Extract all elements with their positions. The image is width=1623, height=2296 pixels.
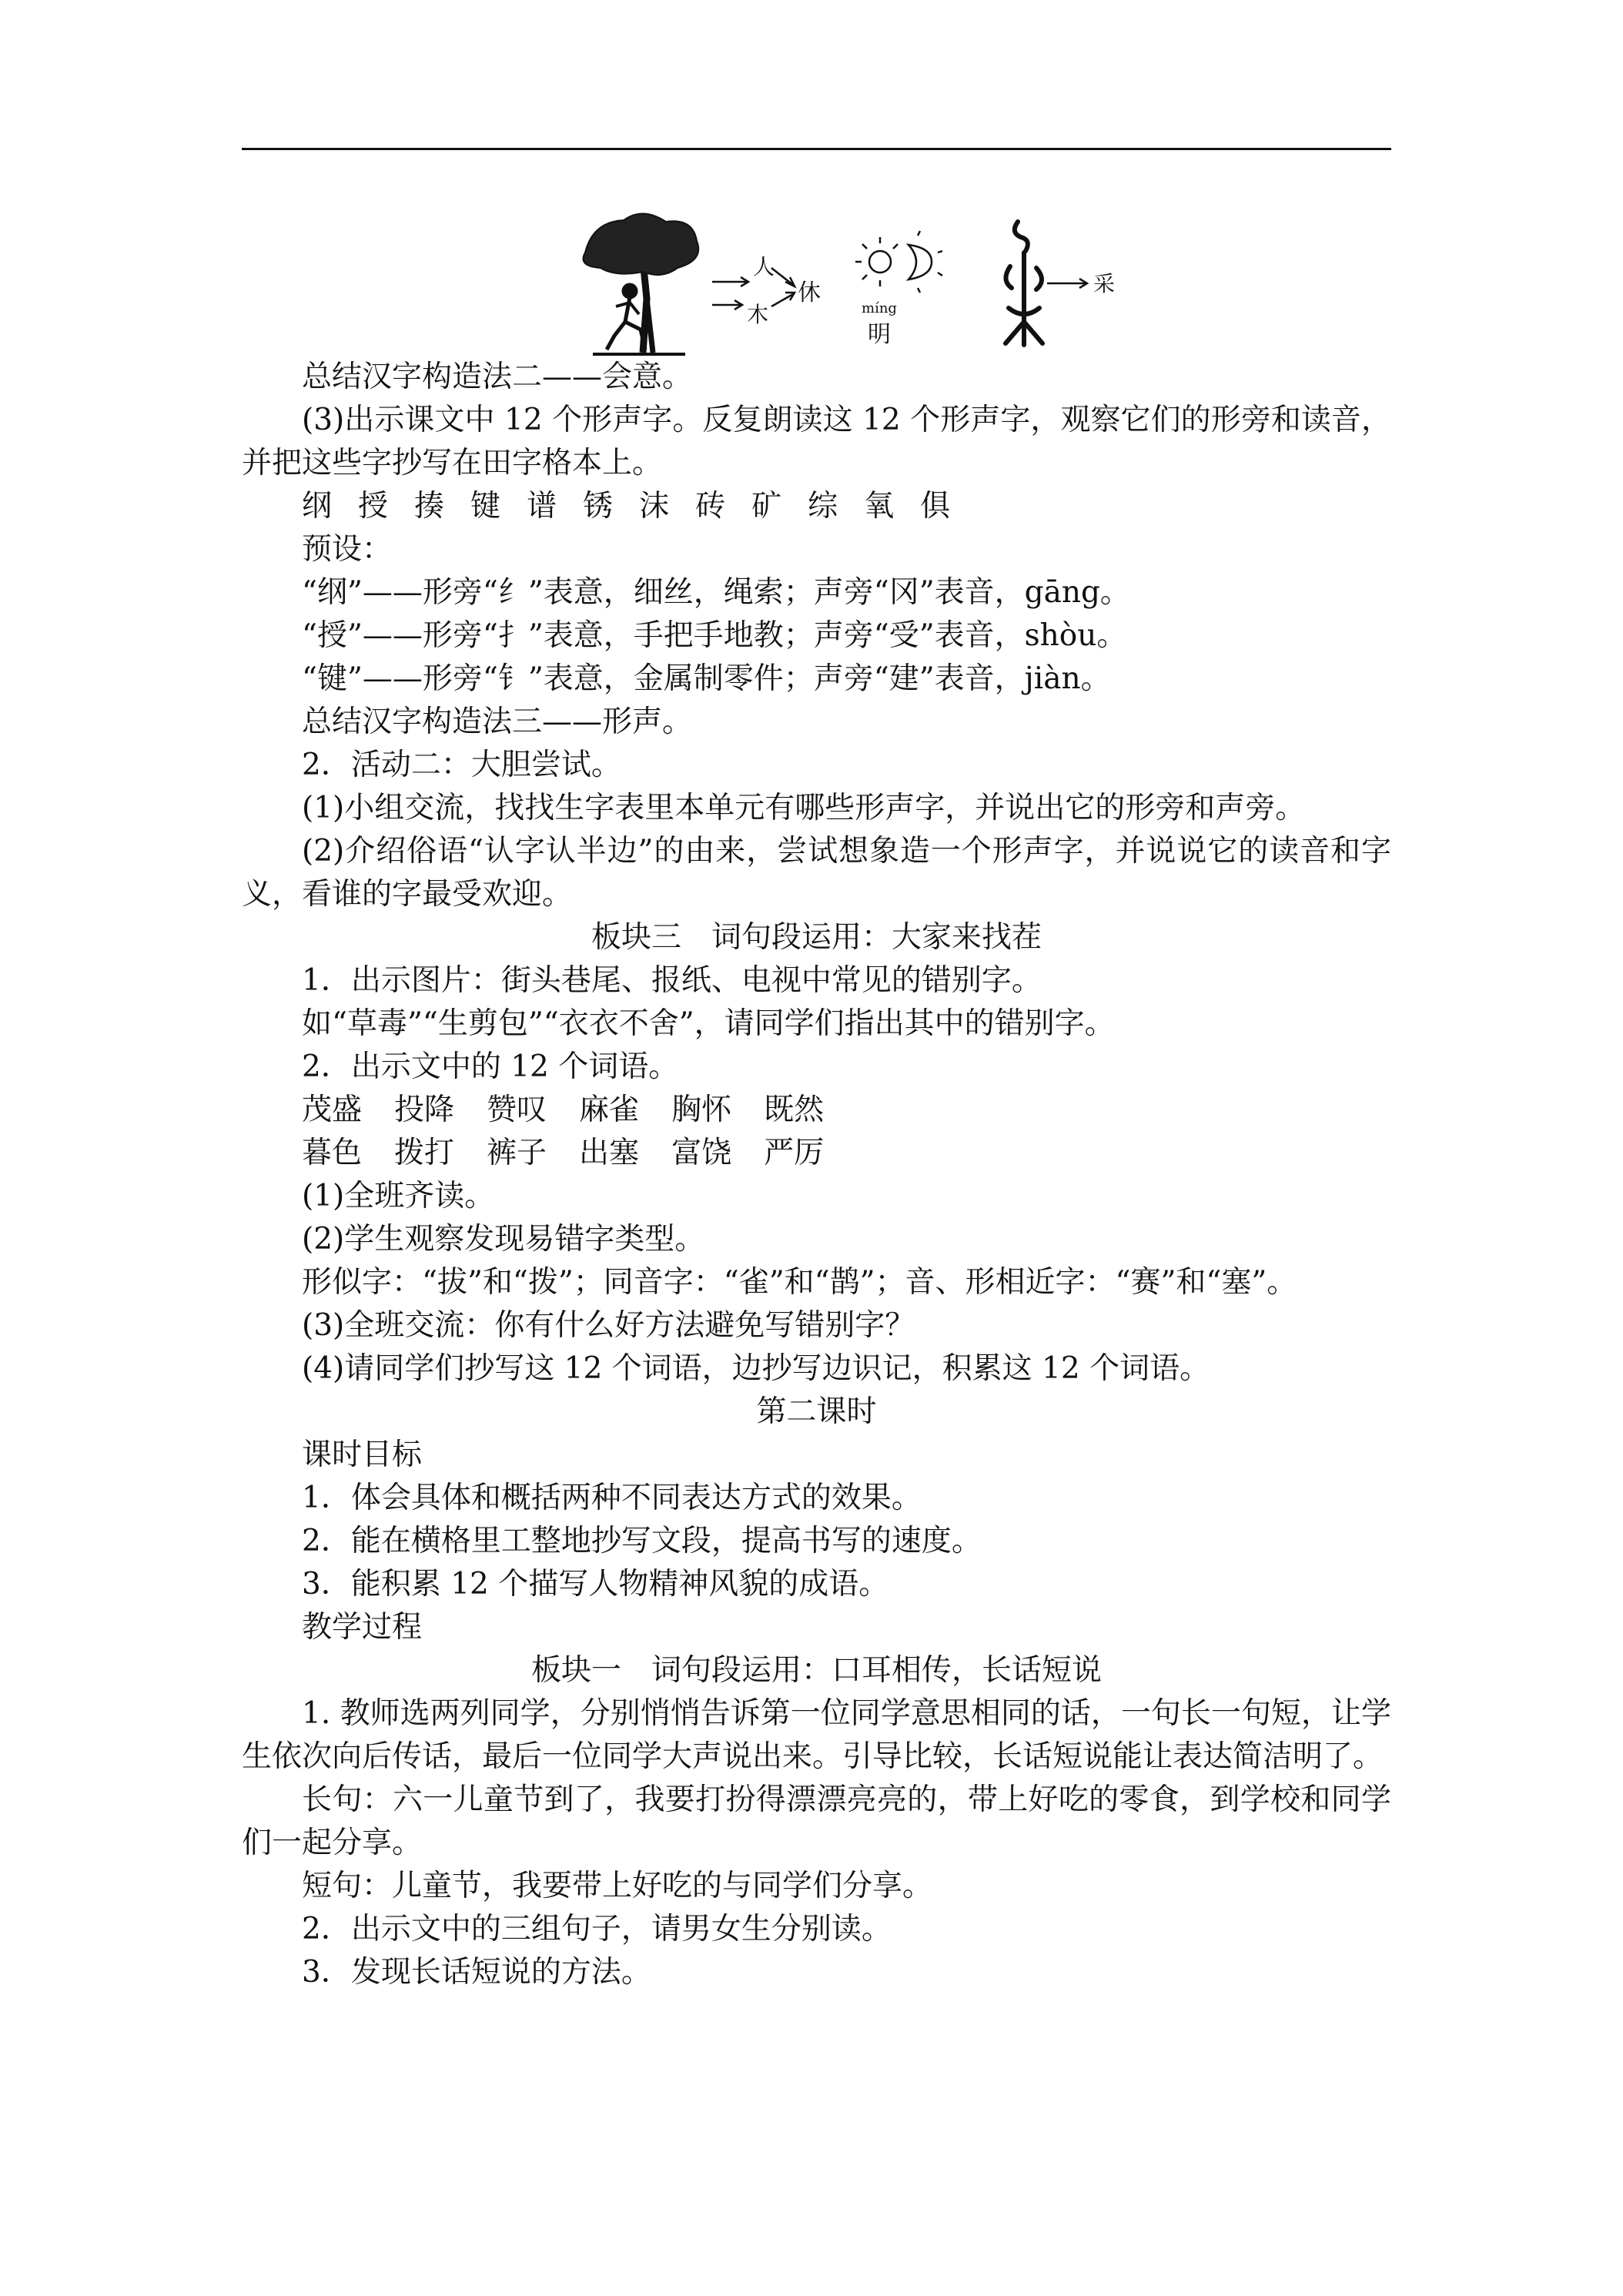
char-item: 锈	[583, 489, 614, 524]
section-heading-1: 板块一 词句段运用：口耳相传，长话短说	[530, 1653, 1102, 1688]
step-2-show-words: 2．出示文中的 12 个词语。	[302, 1049, 679, 1084]
example-shou: “授”——形旁“扌”表意，手把手地教；声旁“受”表音，shòu。	[302, 618, 1127, 653]
ming-char: 明	[868, 321, 891, 348]
char-item: 综	[808, 489, 838, 524]
word-item: 赞叹	[487, 1093, 547, 1127]
mu-char: 木	[747, 302, 769, 327]
example-gang: “纲”——形旁“纟”表意，细丝，绳索；声旁“冈”表音，gāng。	[302, 575, 1130, 610]
word-list-row-1	[242, 1089, 1391, 1132]
step-3-find-method: 3．发现长话短说的方法。	[302, 1955, 651, 1990]
short-sentence-example: 短句：儿童节，我要带上好吃的与同学们分享。	[302, 1869, 933, 1903]
typo-examples: 如“草毒”“生剪包”“衣衣不舍”，请同学们指出其中的错别字。	[302, 1006, 1115, 1041]
header-rule	[242, 148, 1391, 150]
char-item: 谱	[527, 489, 557, 524]
xiu-char: 休	[798, 279, 821, 306]
word-item: 严厉	[764, 1136, 825, 1170]
char-item: 沫	[639, 489, 670, 524]
objective-1: 1．体会具体和概括两种不同表达方式的效果。	[302, 1481, 922, 1515]
observe-errors: (2)学生观察发现易错字类型。	[302, 1222, 705, 1257]
word-item: 富饶	[671, 1136, 732, 1170]
section-heading-3: 板块三 词句段运用：大家来找茬	[591, 920, 1042, 955]
char-item: 纲	[302, 489, 333, 524]
word-item: 拨打	[394, 1136, 455, 1170]
objective-2: 2．能在横格里工整地抄写文段，提高书写的速度。	[302, 1524, 982, 1558]
char-item: 矿	[751, 489, 782, 524]
objectives-label: 课时目标	[302, 1438, 423, 1472]
step-3-intro: (3)出示课文中 12 个形声字。反复朗读这 12 个形声字，观察它们的形旁和读音，并把这些字抄写在田字格本上。	[242, 403, 1391, 480]
long-sentence-example: 长句：六一儿童节到了，我要打扮得漂漂亮亮的，带上好吃的零食，到学校和同学们一起分享。	[242, 1782, 1391, 1860]
character-origin-illustration	[570, 206, 1155, 357]
char-item: 俱	[920, 489, 951, 524]
objective-3: 3．能积累 12 个描写人物精神风貌的成语。	[302, 1567, 889, 1602]
cai-char: 采	[1093, 271, 1116, 296]
copy-words: (4)请同学们抄写这 12 个词语，边抄写边识记，积累这 12 个词语。	[302, 1351, 1210, 1386]
cai-ancient-glyph	[1006, 222, 1042, 345]
cai-arrow	[1047, 279, 1087, 288]
preset-label: 预设：	[302, 532, 393, 567]
lesson-text	[242, 356, 1391, 1994]
step-1-show-images: 1．出示图片：街头巷尾、报纸、电视中常见的错别字。	[302, 963, 1042, 998]
word-item: 既然	[764, 1093, 825, 1127]
example-jian: “键”——形旁“钅”表意，金属制零件；声旁“建”表音，jiàn。	[302, 661, 1111, 696]
summary-xingsheng: 总结汉字构造法三——形声。	[302, 705, 693, 739]
word-item: 胸怀	[671, 1093, 732, 1127]
class-discussion: (3)全班交流：你有什么好方法避免写错别字？	[302, 1308, 915, 1343]
activity-2-title: 2．活动二：大胆尝试。	[302, 748, 621, 782]
read-aloud: (1)全班齐读。	[302, 1179, 495, 1213]
character-origin-figure	[570, 206, 1155, 357]
char-item: 砖	[695, 489, 726, 524]
step-1-telephone-game: 1. 教师选两列同学，分别悄悄告诉第一位同学意思相同的话，一句长一句短，让学生依次向后传话，最后一位同学大声说出来。引导比较，长话短说能让表达简洁明了。	[242, 1696, 1391, 1774]
word-item: 麻雀	[579, 1093, 640, 1127]
ren-char: 人	[753, 254, 775, 279]
process-label: 教学过程	[302, 1610, 423, 1645]
ming-pinyin: míng	[862, 300, 897, 316]
error-types: 形似字：“拔”和“拨”；同音字：“雀”和“鹊”；音、形相近字：“赛”和“塞”。	[302, 1265, 1297, 1300]
tree-person-drawing	[584, 213, 699, 354]
char-item: 授	[358, 489, 389, 524]
word-item: 暮色	[302, 1136, 363, 1170]
lesson-2-heading: 第二课时	[756, 1394, 877, 1429]
word-item: 投降	[394, 1093, 455, 1127]
sun-moon-drawing	[855, 231, 942, 293]
char-item: 氧	[864, 489, 895, 524]
word-item: 裤子	[487, 1136, 547, 1170]
activity-2-step-2: (2)介绍俗语“认字认半边”的由来，尝试想象造一个形声字，并说说它的读音和字义，看谁的字最受欢迎。	[242, 834, 1391, 912]
step-2-read-sentences: 2．出示文中的三组句子，请男女生分别读。	[302, 1912, 892, 1946]
word-item: 出塞	[579, 1136, 640, 1170]
word-list-row-2	[242, 1132, 1391, 1175]
phonogram-character-list	[242, 485, 1391, 528]
summary-huiyi: 总结汉字构造法二——会意。	[302, 360, 693, 394]
char-item: 键	[470, 489, 501, 524]
char-item: 揍	[414, 489, 445, 524]
word-item: 茂盛	[302, 1093, 363, 1127]
activity-2-step-1: (1)小组交流，找找生字表里本单元有哪些形声字，并说出它的形旁和声旁。	[302, 791, 1306, 825]
